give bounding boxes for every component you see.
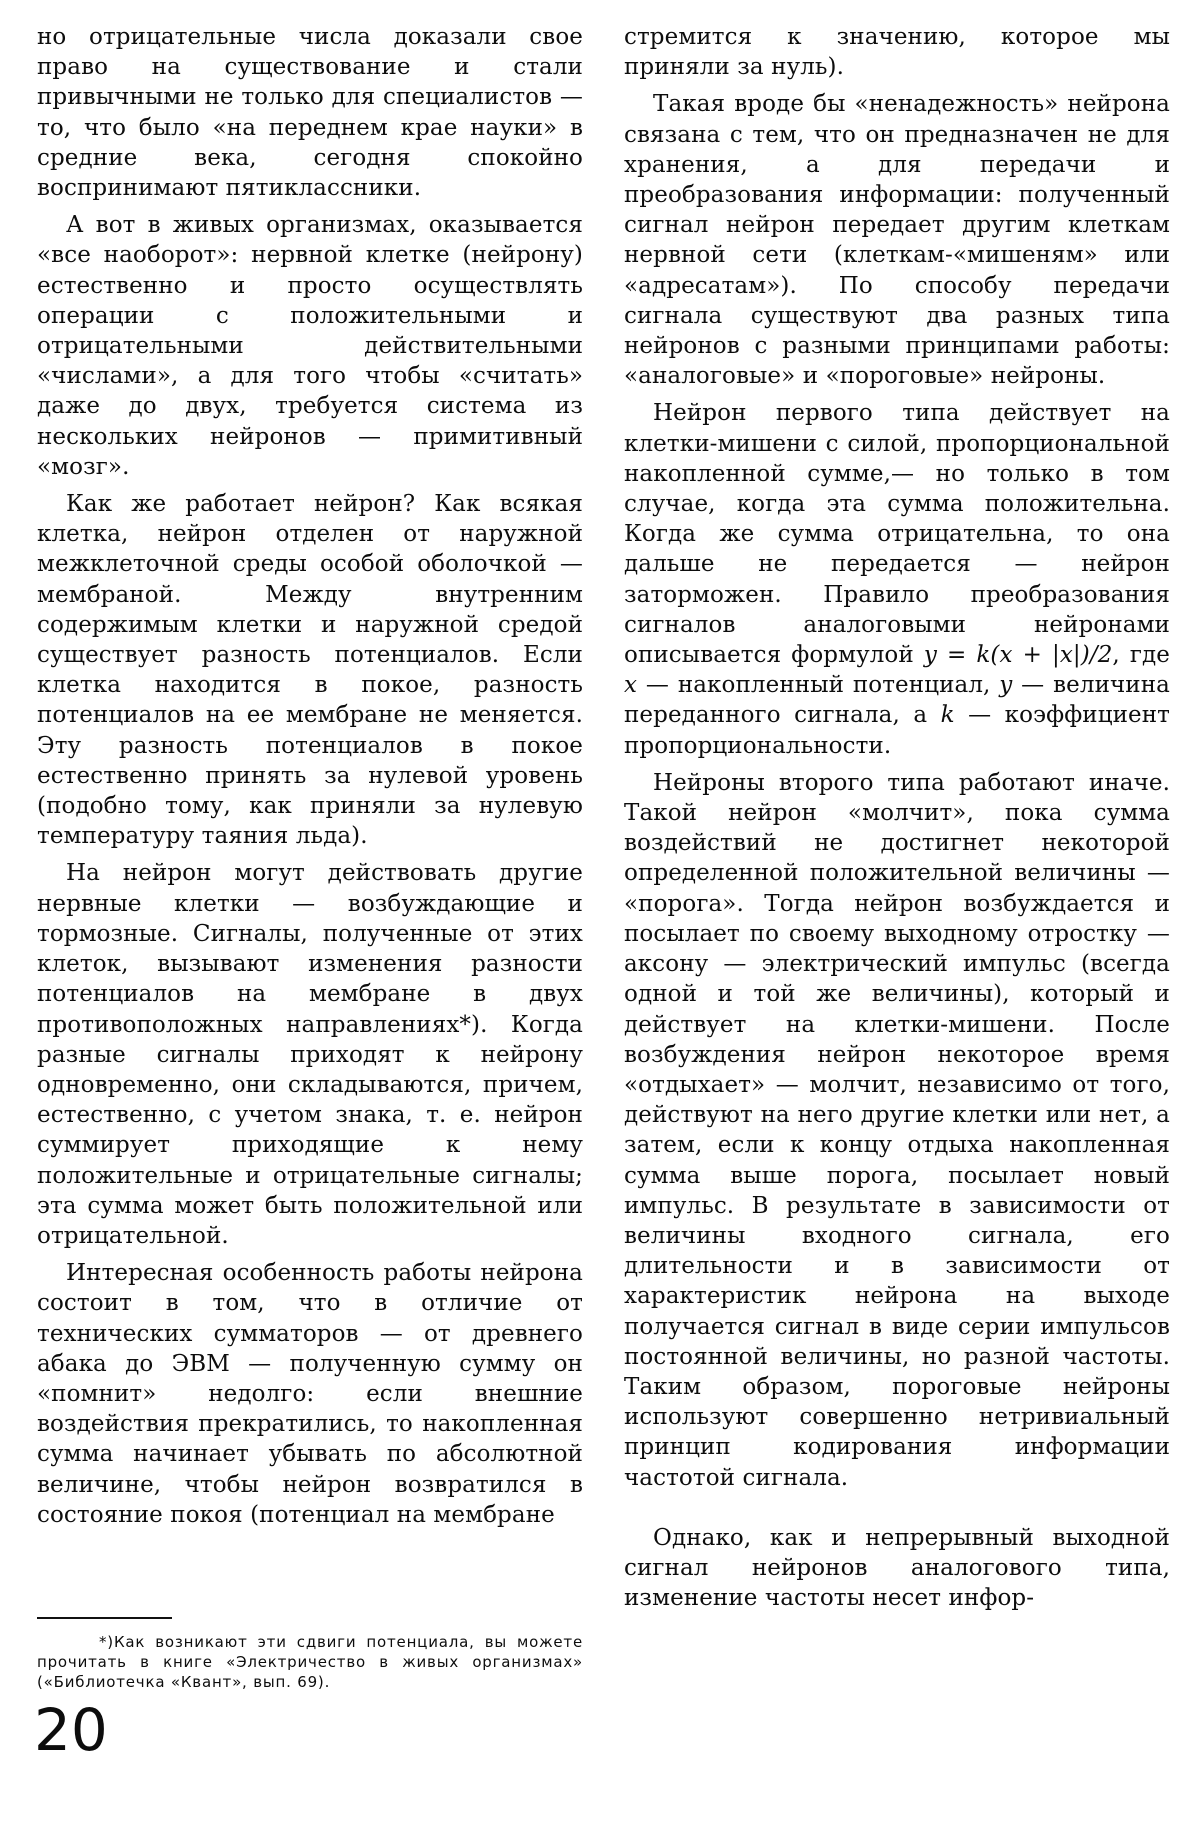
paragraph: но отрицательные числа доказали свое право на существование и стали привычными не только для специалистов — то, что было «на переднем крае науки» в средние века, сегодня спокойно воспринимают пятиклассники. bbox=[37, 24, 583, 202]
variable-k: k bbox=[940, 702, 955, 729]
footnote-divider bbox=[37, 1617, 172, 1619]
paragraph: Однако, как и непрерывный выходной сигнал нейронов аналогового типа, изменение частоты несет инфор- bbox=[624, 1524, 1170, 1612]
variable-x: x bbox=[624, 672, 638, 699]
paragraph: На нейрон могут действовать другие нервные клетки — возбуждающие и тормозные. Сигналы, полученные от этих клеток, вызывают изменения разности потенциалов на мембране в двух противоположных направлениях*). Когда разные сигналы приходят к нейрону одновременно, они складываются, причем, естественно, с учетом знака, т. е. нейрон суммирует приходящие к нему положительные и отрицательные сигналы; эта сумма может быть положительной или отрицательной. bbox=[37, 860, 583, 1249]
formula: y = k(x + |x|)/2 bbox=[923, 642, 1113, 669]
text-run: , где bbox=[1112, 642, 1170, 669]
text-run: — накопленный потенциал, bbox=[637, 672, 1000, 699]
paragraph: Нейроны второго типа работают иначе. Такой нейрон «молчит», пока сумма воздействий не достигнет некоторой определенной положительной величины — «порога». Тогда нейрон возбуждается и посылает по своему выходному отростку — аксону — электрический импульс (всегда одной и той же величины), который и действует на клетки-мишени. После возбуждения нейрон некоторое время «отдыхает» — молчит, независимо от того, действуют на него другие клетки или нет, а затем, если к концу отдыха накопленная сумма выше порога, посылает новый импульс. В результате в зависимости от величины входного сигнала, его длительности и в зависимости от характеристик нейрона на выходе получается сигнал в виде серии импульсов постоянной величины, но разной частоты. Таким образом, пороговые нейроны используют совершенно нетривиальный принцип кодирования информации частотой сигнала. bbox=[624, 769, 1170, 1491]
paragraph: Как же работает нейрон? Как всякая клетка, нейрон отделен от наружной межклеточной среды особой оболочкой — мембраной. Между внутренним содержимым клетки и наружной средой существует разность потенциалов. Если клетка находится в покое, разность потенциалов на ее мембране не меняется. Эту разность потенциалов в покое естественно принять за нулевой уровень (подобно тому, как приняли за нулевую температуру таяния льда). bbox=[37, 491, 583, 850]
paragraph: А вот в живых организмах, оказывается «все наоборот»: нервной клетке (нейрону) естественно и просто осуществлять операции с положительными и отрицательными действительными «числами», а для того чтобы «считать» даже до двух, требуется система из нескольких нейронов — примитивный «мозг». bbox=[37, 212, 583, 480]
page-number: 20 bbox=[34, 1696, 108, 1764]
variable-y: y bbox=[999, 672, 1013, 699]
footnote: *)Как возникают эти сдвиги потенциала, вы можете прочитать в книге «Электричество в живых организмах» («Библиотечка «Квант», вып. 69). bbox=[37, 1633, 583, 1691]
right-column bbox=[624, 22, 1170, 1613]
paragraph: Такая вроде бы «ненадежность» нейрона связана с тем, что он предназначен не для хранения, а для передачи и преобразования информации: полученный сигнал нейрон передает другим клеткам нервной сети (клеткам-«мишеням» или «адресатам»). По способу передачи сигнала существуют два разных типа нейронов с разными принципами работы: «аналоговые» и «пороговые» нейроны. bbox=[624, 91, 1170, 390]
paragraph: стремится к значению, которое мы приняли за нуль). bbox=[624, 24, 1170, 81]
left-column bbox=[37, 22, 583, 1530]
text-run: — величина переданного сигнала, а bbox=[624, 672, 1170, 729]
text-run: — коэффициент пропорциональности. bbox=[624, 702, 1171, 759]
text-run: Нейрон первого типа действует на клетки-мишени с силой, пропорциональной накопленной сумме,— но только в том случае, когда эта сумма положительна. Когда же сумма отрицательна, то она дальше не передается — нейрон заторможен. Правило преобразования сигналов аналоговыми нейронами описывается формулой bbox=[624, 400, 1170, 669]
formula-paragraph bbox=[624, 398, 1170, 760]
paragraph: Интересная особенность работы нейрона состоит в том, что в отличие от технических сумматоров — от древнего абака до ЭВМ — полученную сумму он «помнит» недолго: если внешние воздействия прекратились, то накопленная сумма начинает убывать по абсолютной величине, чтобы нейрон возвратился в состояние покоя (потенциал на мембране bbox=[37, 1260, 583, 1528]
